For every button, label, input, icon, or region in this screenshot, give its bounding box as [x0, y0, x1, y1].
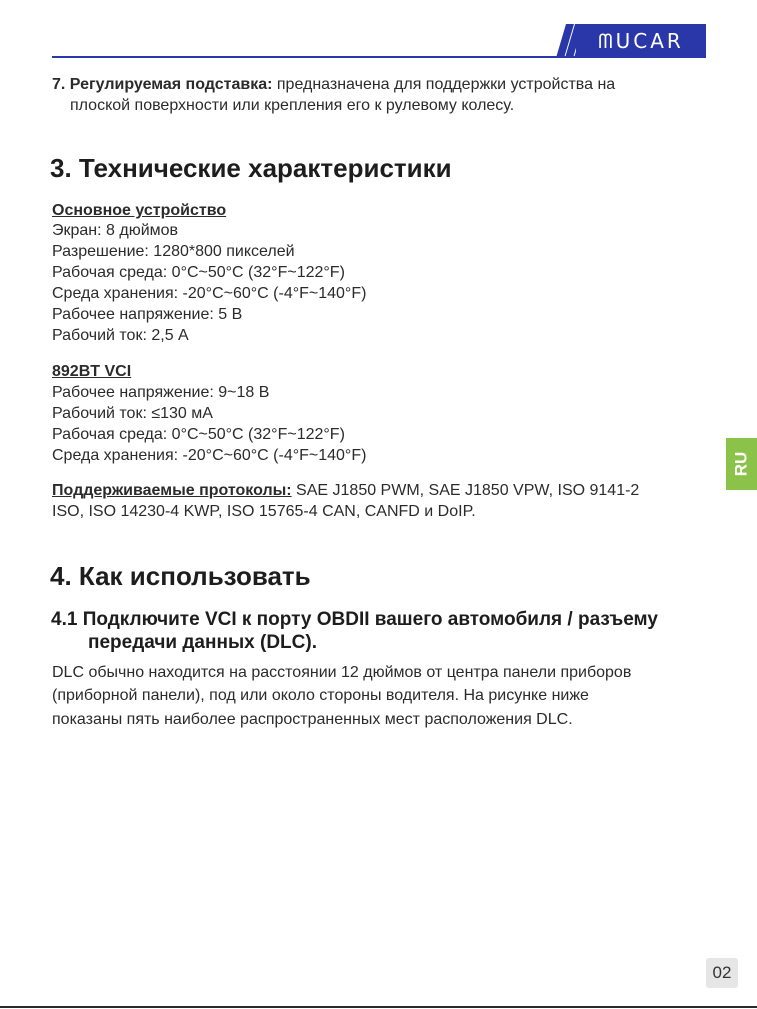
subsection-heading-line2: передачи данных (DLC).	[88, 632, 317, 653]
header-divider	[52, 56, 706, 58]
footer-divider	[0, 1006, 757, 1008]
page-number: 02	[706, 958, 738, 988]
section4-heading: 4. Как использовать	[50, 561, 311, 591]
main-unit-line: Экран: 8 дюймов	[52, 222, 179, 239]
vci-line: Рабочее напряжение: 9~18 В	[52, 384, 270, 401]
item7-line1	[52, 75, 615, 96]
vci-line: Рабочий ток: ≤130 мА	[52, 405, 213, 422]
protocols-text-line1: SAE J1850 PWM, SAE J1850 VPW, ISO 9141-2	[291, 482, 640, 499]
item7-text-line2: плоской поверхности или крепления его к рулевому колесу.	[70, 97, 515, 114]
protocols-label: Поддерживаемые протоколы:	[52, 482, 292, 499]
item7-text-line1: предназначена для поддержки устройства на	[272, 76, 616, 93]
section3-heading: 3. Технические характеристики	[50, 153, 452, 183]
language-tab	[726, 438, 757, 490]
subsection-heading-line1: 4.1 Подключите VCI к порту OBDII вашего автомобиля / разъему	[51, 609, 658, 630]
item7-title: 7. Регулируемая подставка:	[52, 76, 273, 93]
protocols-text-line2: ISO, ISO 14230-4 KWP, ISO 15765-4 CAN, CANFD и DoIP.	[52, 503, 476, 520]
main-unit-line: Среда хранения: -20°C~60°C (-4°F~140°F)	[52, 285, 367, 302]
body-line: (приборной панели), под или около стороны водителя. На рисунке ниже	[52, 687, 589, 704]
body-line: DLC обычно находится на расстоянии 12 дюймов от центра панели приборов	[52, 664, 632, 681]
body-line: показаны пять наиболее распространенных мест расположения DLC.	[52, 711, 573, 728]
main-unit-line: Разрешение: 1280*800 пикселей	[52, 243, 295, 260]
language-tab-label: RU	[731, 451, 751, 477]
brand-logo	[576, 24, 706, 58]
vci-line: Рабочая среда: 0°C~50°C (32°F~122°F)	[52, 426, 345, 443]
protocols-line1	[52, 481, 639, 502]
vci-line: Среда хранения: -20°C~60°C (-4°F~140°F)	[52, 447, 367, 464]
vci-title: 892BT VCI	[52, 363, 132, 380]
main-unit-line: Рабочее напряжение: 5 В	[52, 306, 243, 323]
main-unit-line: Рабочая среда: 0°C~50°C (32°F~122°F)	[52, 264, 345, 281]
main-unit-line: Рабочий ток: 2,5 А	[52, 327, 189, 344]
brand-logo-text: ᗰUCAR	[598, 29, 684, 53]
main-unit-title: Основное устройство	[52, 202, 227, 219]
